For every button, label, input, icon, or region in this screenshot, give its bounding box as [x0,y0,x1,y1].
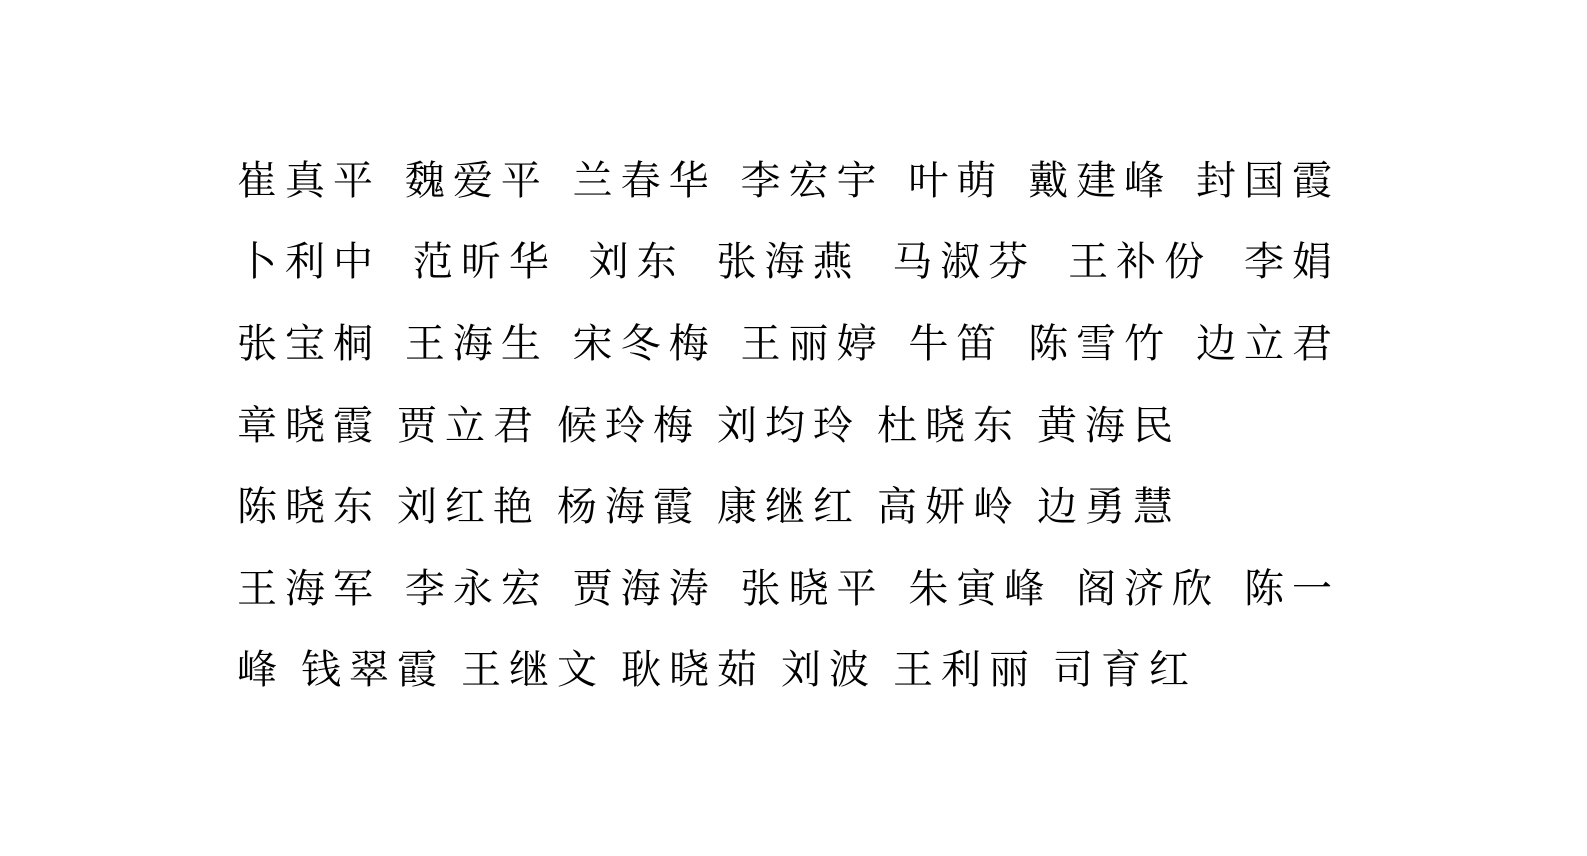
person-name: 杨海霞 [557,484,701,530]
person-name: 刘红艳 [397,484,541,530]
person-name: 王海军 [237,565,381,611]
person-name: 王补份 [1068,239,1213,285]
person-name: 高妍岭 [877,484,1021,530]
person-name: 兰春华 [572,157,717,203]
person-name: 刘波 [781,647,877,693]
text-line [237,466,1332,548]
person-name: 黄海民 [1037,402,1181,448]
person-name: 魏爱平 [404,157,549,203]
person-name: 贾立君 [397,402,541,448]
person-name: 戴建峰 [1028,157,1173,203]
text-line [237,140,1340,222]
person-name: 牛笛 [908,320,1005,366]
person-name: 章晓霞 [237,402,381,448]
person-name: 陈一 [1243,565,1340,611]
person-name: 陈雪竹 [1028,320,1173,366]
person-name: 王丽婷 [740,320,885,366]
text-line [237,303,1340,385]
person-name: 王利丽 [893,647,1037,693]
person-name: 叶萌 [908,157,1005,203]
person-name: 阁济欣 [1076,565,1221,611]
person-name: 朱寅峰 [908,565,1053,611]
person-name: 钱翠霞 [301,647,445,693]
person-name: 杜晓东 [877,402,1021,448]
text-line [237,385,1332,467]
person-name: 司育红 [1053,647,1197,693]
person-name: 张晓平 [740,565,885,611]
person-name: 边勇慧 [1037,484,1181,530]
person-name: 候玲梅 [557,402,701,448]
text-line [237,222,1340,304]
person-name: 马淑芬 [892,239,1037,285]
person-name: 李宏宇 [740,157,885,203]
person-name: 卜利中 [237,239,381,285]
person-name: 宋冬梅 [572,320,717,366]
person-name: 刘东 [588,239,685,285]
person-name: 张宝桐 [237,320,381,366]
person-name: 李永宏 [404,565,549,611]
person-name: 崔真平 [237,157,381,203]
person-name: 贾海涛 [572,565,717,611]
person-name: 耿晓茹 [621,647,765,693]
names-block [237,140,1340,711]
text-line [237,630,1332,712]
person-name: 王海生 [404,320,549,366]
person-name: 边立君 [1195,320,1340,366]
person-name: 范昕华 [412,239,557,285]
person-name: 康继红 [717,484,861,530]
person-name: 王继文 [461,647,605,693]
person-name: 张海燕 [716,239,861,285]
text-line [237,548,1340,630]
person-name: 封国霞 [1195,157,1340,203]
person-name: 刘均玲 [717,402,861,448]
person-name: 李娟 [1243,239,1340,285]
person-name: 峰 [237,647,285,693]
person-name: 陈晓东 [237,484,381,530]
